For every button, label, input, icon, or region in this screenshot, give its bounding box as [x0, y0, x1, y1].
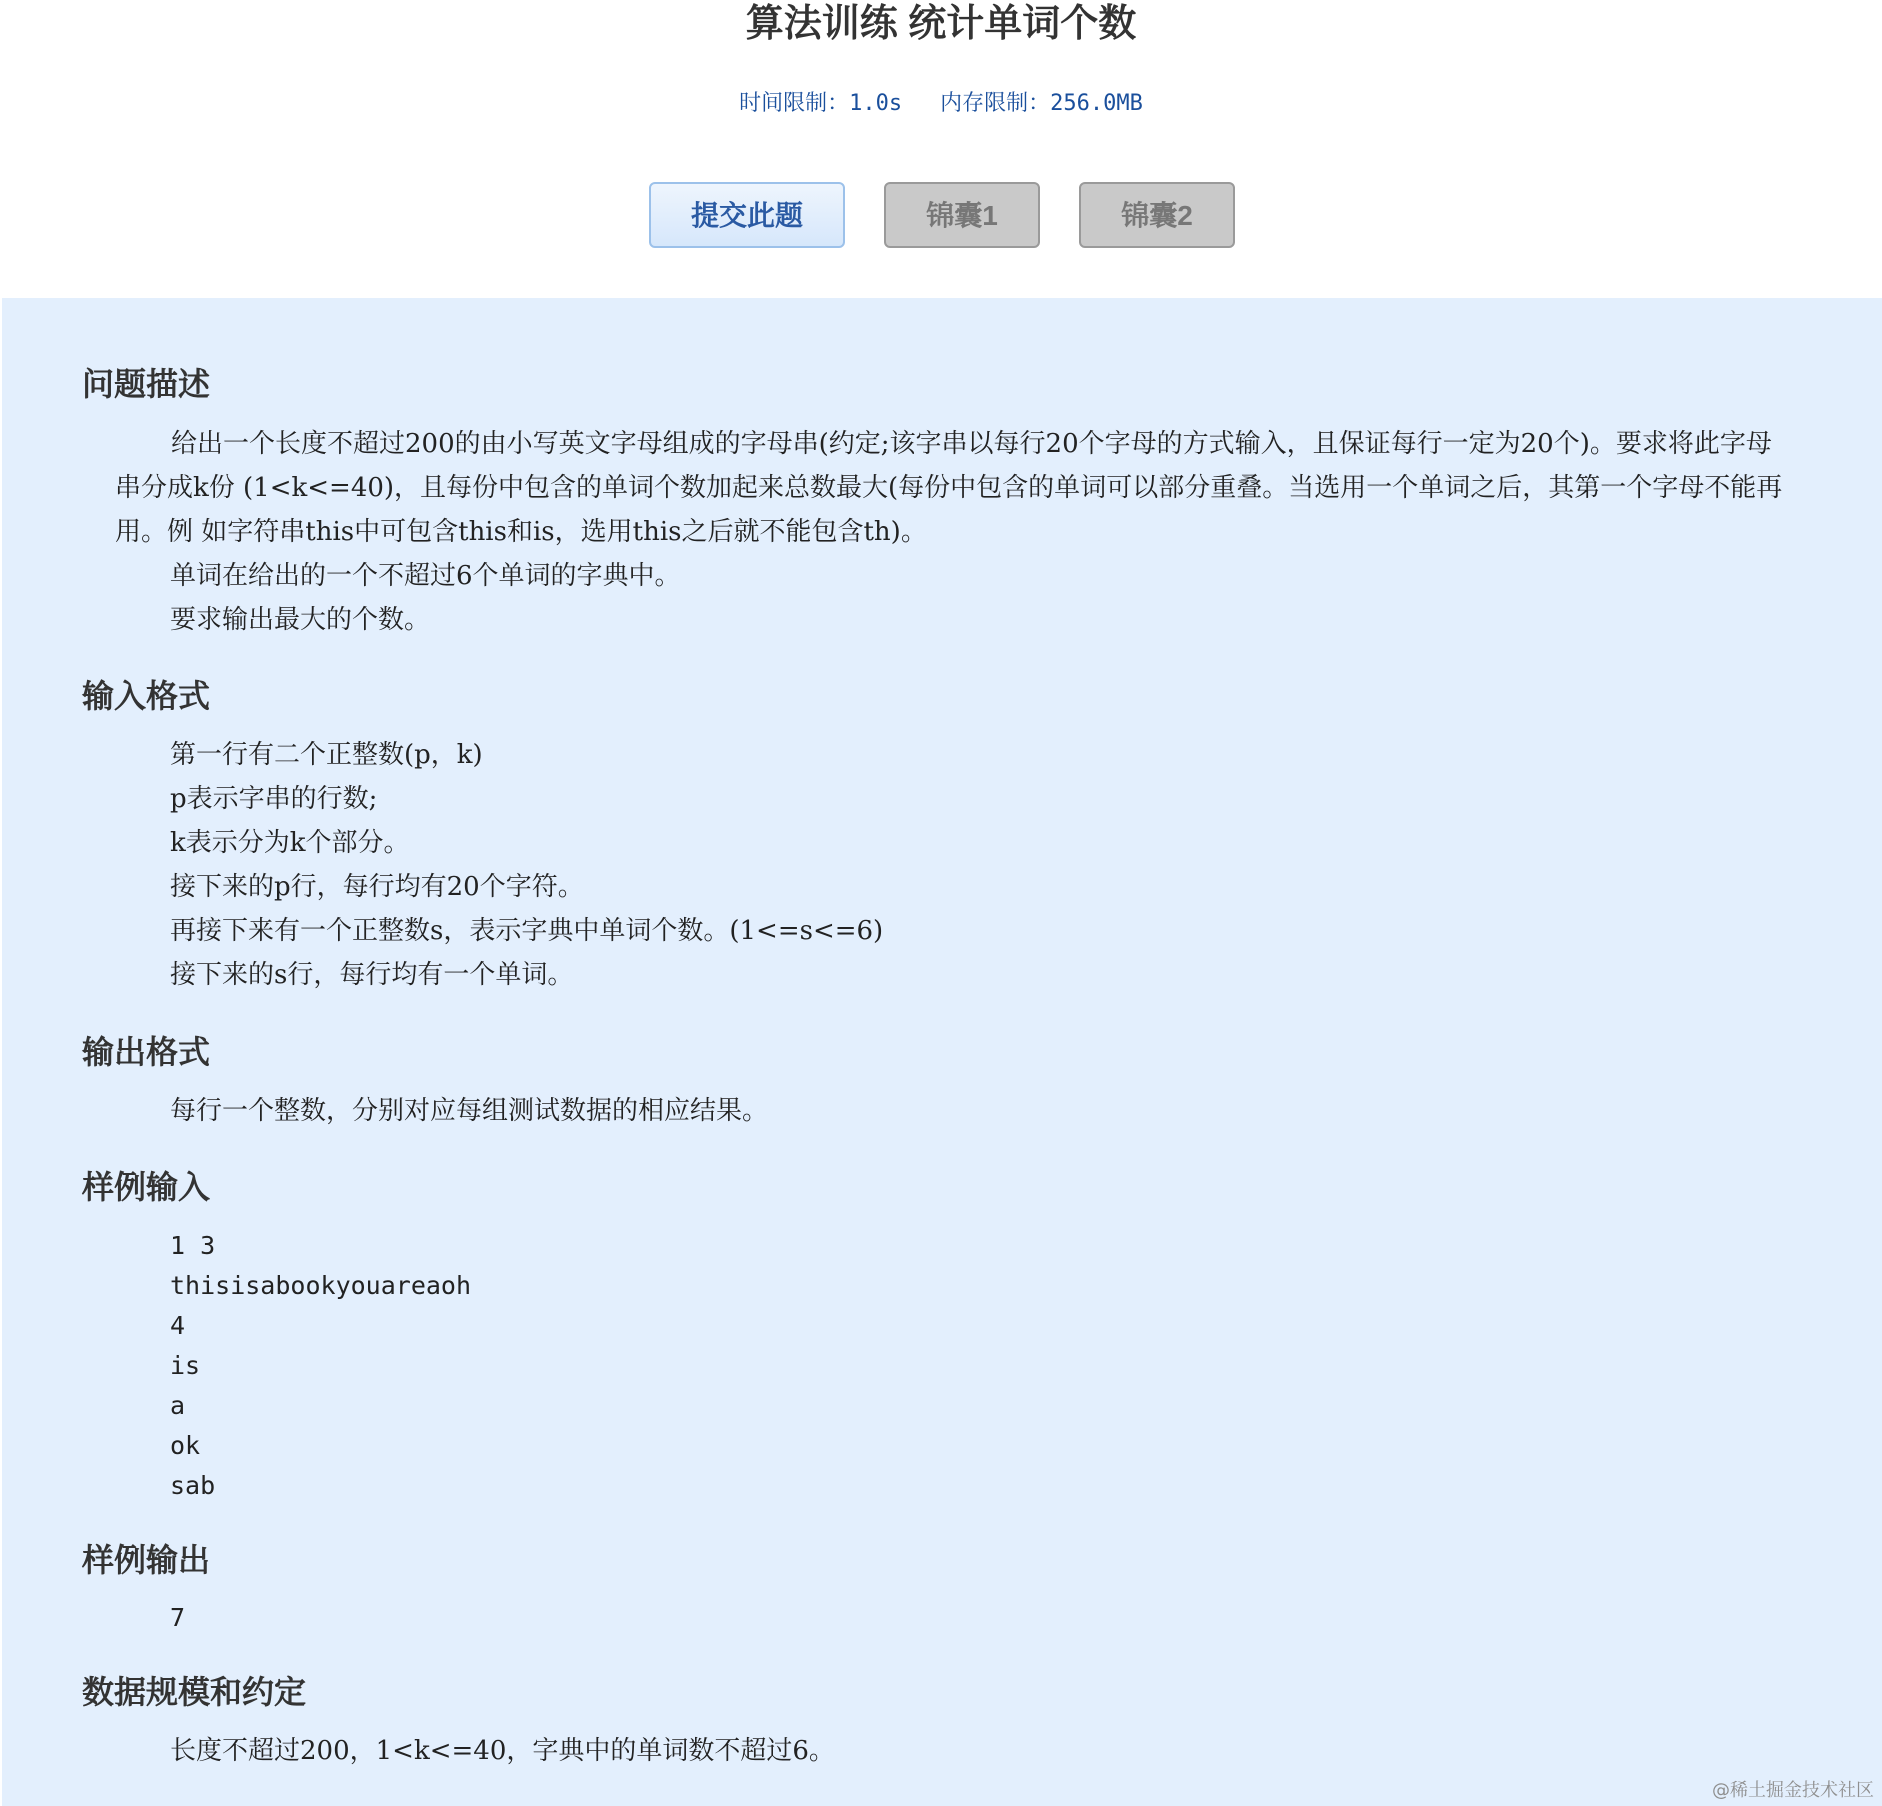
constraints-title: 数据规模和约定: [82, 1674, 307, 1710]
description-paragraph: [115, 422, 1795, 554]
description-line: 单词在给出的一个不超过6个单词的字典中。: [170, 561, 681, 591]
output-format-title: 输出格式: [82, 1034, 211, 1070]
hint1-button[interactable]: 锦囊1: [884, 182, 1040, 248]
input-format-line: p表示字串的行数;: [170, 784, 378, 814]
sample-output-line: 7: [170, 1603, 186, 1632]
description-line: 要求输出最大的个数。: [170, 605, 431, 635]
watermark: @稀土掘金技术社区: [1712, 1780, 1874, 1801]
output-format-line: 每行一个整数，分别对应每组测试数据的相应结果。: [170, 1096, 769, 1126]
hint2-button[interactable]: 锦囊2: [1079, 182, 1235, 248]
page-title: 算法训练 统计单词个数: [745, 3, 1137, 45]
submit-button[interactable]: 提交此题: [649, 182, 845, 248]
time-limit: 时间限制：1.0s: [739, 91, 903, 116]
limits-bar: [0, 84, 1882, 124]
description-text: 给出一个长度不超过200的由小写英文字母组成的字母串(约定;该字串以每行20个字母的方式输入，且保证每行一定为20个)。要求将此字母串分成k份 (1<k<=40)，且每份中包含的单词个数加起来总数最大(每份中包含的单词可以部分重叠。当选用一个单词之后，其第一个字母不能再用。例 如字符串this中可包含this和is，选用this之后就不能包含th)。: [115, 429, 1783, 547]
problem-content: [2, 298, 1882, 1806]
input-format-line: 接下来的p行，每行均有20个字符。: [170, 872, 584, 902]
input-format-line: k表示分为k个部分。: [170, 828, 410, 858]
sample-input-line: sab: [170, 1471, 216, 1500]
sample-input-line: thisisabookyouareaoh: [170, 1271, 472, 1300]
input-format-line: 接下来的s行，每行均有一个单词。: [170, 960, 574, 990]
input-format-title: 输入格式: [82, 678, 211, 714]
input-format-line: 再接下来有一个正整数s，表示字典中单词个数。(1<=s<=6): [170, 916, 884, 946]
input-format-line: 第一行有二个正整数(p，k): [170, 740, 483, 770]
description-title: 问题描述: [82, 366, 211, 402]
sample-input-line: ok: [170, 1431, 201, 1460]
memory-limit: 内存限制：256.0MB: [940, 91, 1143, 116]
sample-input-line: a: [170, 1391, 186, 1420]
sample-input-line: 1 3: [170, 1231, 216, 1260]
sample-output-title: 样例输出: [82, 1542, 211, 1578]
sample-input-title: 样例输入: [82, 1169, 211, 1205]
sample-input-line: is: [170, 1351, 201, 1380]
sample-input-line: 4: [170, 1311, 186, 1340]
problem-header: [0, 0, 1882, 298]
constraints-line: 长度不超过200，1<k<=40，字典中的单词数不超过6。: [170, 1736, 835, 1766]
